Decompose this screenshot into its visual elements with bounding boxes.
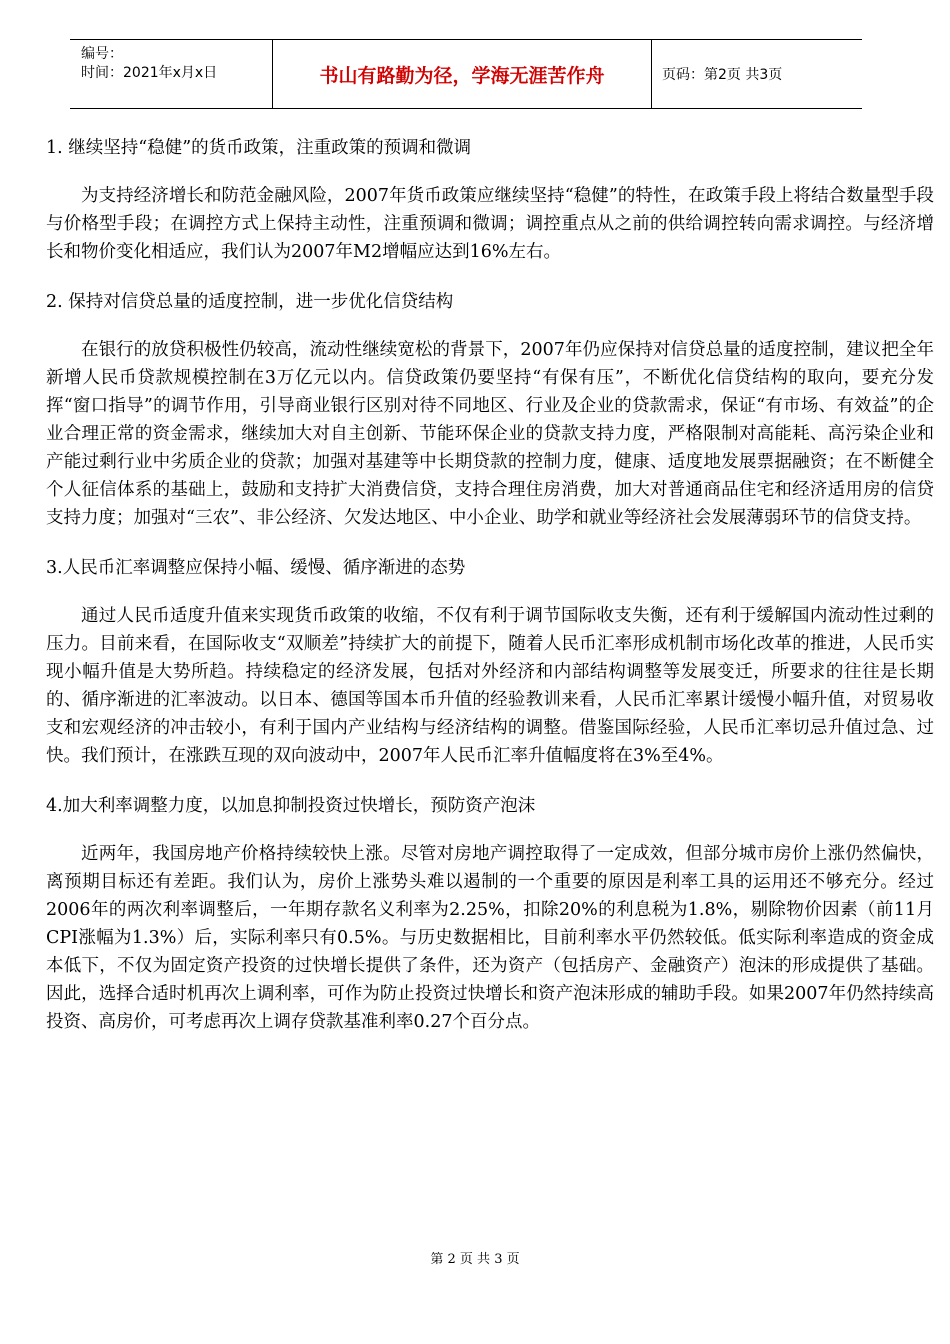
section-paragraph-4: 近两年，我国房地产价格持续较快上涨。尽管对房地产调控取得了一定成效，但部分城市房价上涨仍然偏快，离预期目标还有差距。我们认为，房价上涨势头难以遏制的一个重要的原因是利率工具的运用还不够充分。经过2006年的两次利率调整后，一年期存款名义利率为2.25%，扣除20%的利息税为1.8%，剔除物价因素（前11月CPI涨幅为1.3%）后，实际利率只有0.5%。与历史数据相比，目前利率水平仍然较低。低实际利率造成的资金成本低下，不仅为固定资产投资的过快增长提供了条件，还为资产（包括房产、金融资产）泡沫的形成提供了基础。因此，选择合适时机再次上调利率，可作为防止投资过快增长和资产泡沫形成的辅助手段。如果2007年仍然持续高投资、高房价，可考虑再次上调存贷款基准利率0.27个百分点。 [46,844,934,1032]
section-paragraph-2: 在银行的放贷积极性仍较高，流动性继续宽松的背景下，2007年仍应保持对信贷总量的适度控制，建议把全年新增人民币贷款规模控制在3万亿元以内。信贷政策仍要坚持“有保有压”，不断优化信贷结构的取向，要充分发挥“窗口指导”的调节作用，引导商业银行区别对待不同地区、行业及企业的贷款需求，保证“有市场、有效益”的企业合理正常的资金需求，继续加大对自主创新、节能环保企业的贷款支持力度，严格限制对高能耗、高污染企业和产能过剩行业中劣质企业的贷款；加强对基建等中长期贷款的控制力度，健康、适度地发展票据融资；在不断健全个人征信体系的基础上，鼓励和支持扩大消费信贷，支持合理住房消费，加大对普通商品住宅和经济适用房的信贷支持力度；加强对“三农”、非公经济、欠发达地区、中小企业、助学和就业等经济社会发展薄弱环节的信贷支持。 [46,340,934,528]
header-meta [70,40,273,108]
document-time-label: 时间：2021年x月x日 [81,65,218,81]
header-page-info: 页码：第2页 共3页 [662,67,783,83]
page-header [70,39,862,109]
section-heading-2: 2. 保持对信贷总量的适度控制，进一步优化信贷结构 [46,292,454,312]
header-motto-cell [273,40,652,108]
section-heading-1: 1. 继续坚持“稳健”的货币政策，注重政策的预调和微调 [46,138,472,158]
document-body [46,134,934,1058]
section-heading-3: 3.人民币汇率调整应保持小幅、缓慢、循序渐进的态势 [46,558,466,578]
page-footer: 第 2 页 共 3 页 [430,1252,520,1267]
section-paragraph-1: 为支持经济增长和防范金融风险，2007年货币政策应继续坚持“稳健”的特性，在政策手段上将结合数量型手段与价格型手段；在调控方式上保持主动性，注重预调和微调；调控重点从之前的供给调控转向需求调控。与经济增长和物价变化相适应，我们认为2007年M2增幅应达到16%左右。 [46,186,934,262]
document-number-label: 编号： [81,46,123,62]
header-motto: 书山有路勤为径，学海无涯苦作舟 [319,64,605,87]
section-heading-4: 4.加大利率调整力度，以加息抑制投资过快增长，预防资产泡沫 [46,796,536,816]
section-paragraph-3: 通过人民币适度升值来实现货币政策的收缩，不仅有利于调节国际收支失衡，还有利于缓解国内流动性过剩的压力。目前来看，在国际收支“双顺差”持续扩大的前提下，随着人民币汇率形成机制市场化改革的推进，人民币实现小幅升值是大势所趋。持续稳定的经济发展，包括对外经济和内部结构调整等发展变迁，所要求的往往是长期的、循序渐进的汇率波动。以日本、德国等国本币升值的经验教训来看，人民币汇率累计缓慢小幅升值，对贸易收支和宏观经济的冲击较小，有利于国内产业结构与经济结构的调整。借鉴国际经验，人民币汇率切忌升值过急、过快。我们预计，在涨跌互现的双向波动中，2007年人民币汇率升值幅度将在3%至4%。 [46,606,934,766]
header-page-info-cell [652,40,862,108]
